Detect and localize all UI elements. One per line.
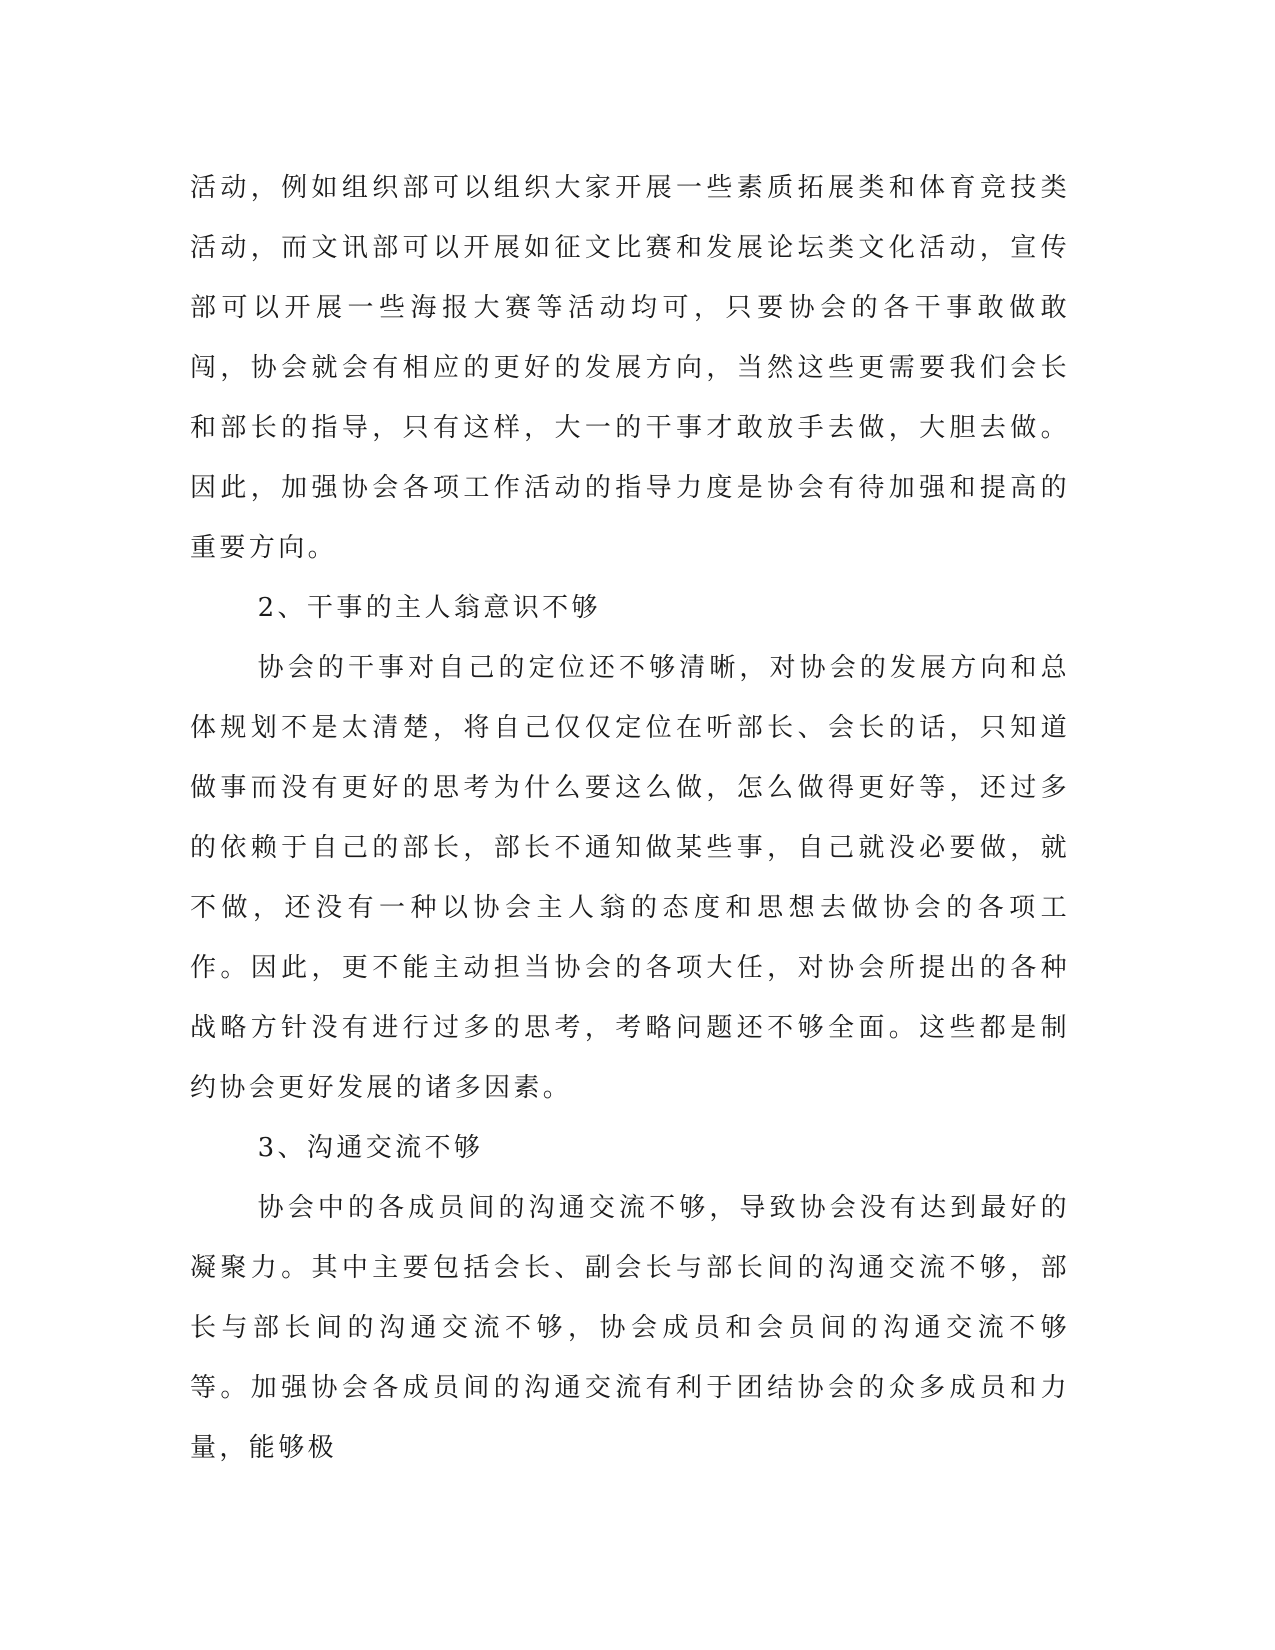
paragraph-ownership: 协会的干事对自己的定位还不够清晰，对协会的发展方向和总体规划不是太清楚，将自己仅仅定位在听部长、会长的话，只知道做事而没有更好的思考为什么要这么做，怎么做得更好等，还过多的依赖于自己的部长，部长不通知做某些事，自己就没必要做，就不做，还没有一种以协会主人翁的态度和思想去做协会的各项工作。因此，更不能主动担当协会的各项大任，对协会所提出的各种战略方针没有进行过多的思考，考略问题还不够全面。这些都是制约协会更好发展的诸多因素。 [190, 653, 1070, 1103]
paragraph-guidance-activities: 活动，例如组织部可以组织大家开展一些素质拓展类和体育竞技类活动，而文讯部可以开展如征文比赛和发展论坛类文化活动，宣传部可以开展一些海报大赛等活动均可，只要协会的各干事敢做敢闯，协会就会有相应的更好的发展方向，当然这些更需要我们会长和部长的指导，只有这样，大一的干事才敢放手去做，大胆去做。因此，加强协会各项工作活动的指导力度是协会有待加强和提高的重要方向。 [190, 173, 1070, 563]
document-body [190, 158, 1070, 1478]
paragraph-communication: 协会中的各成员间的沟通交流不够，导致协会没有达到最好的凝聚力。其中主要包括会长、副会长与部长间的沟通交流不够，部长与部长间的沟通交流不够，协会成员和会员间的沟通交流不够等。加强协会各成员间的沟通交流有利于团结协会的众多成员和力量，能够极 [190, 1193, 1070, 1463]
section-heading-communication: 3、沟通交流不够 [257, 1133, 484, 1163]
section-heading-ownership: 2、干事的主人翁意识不够 [257, 593, 601, 623]
